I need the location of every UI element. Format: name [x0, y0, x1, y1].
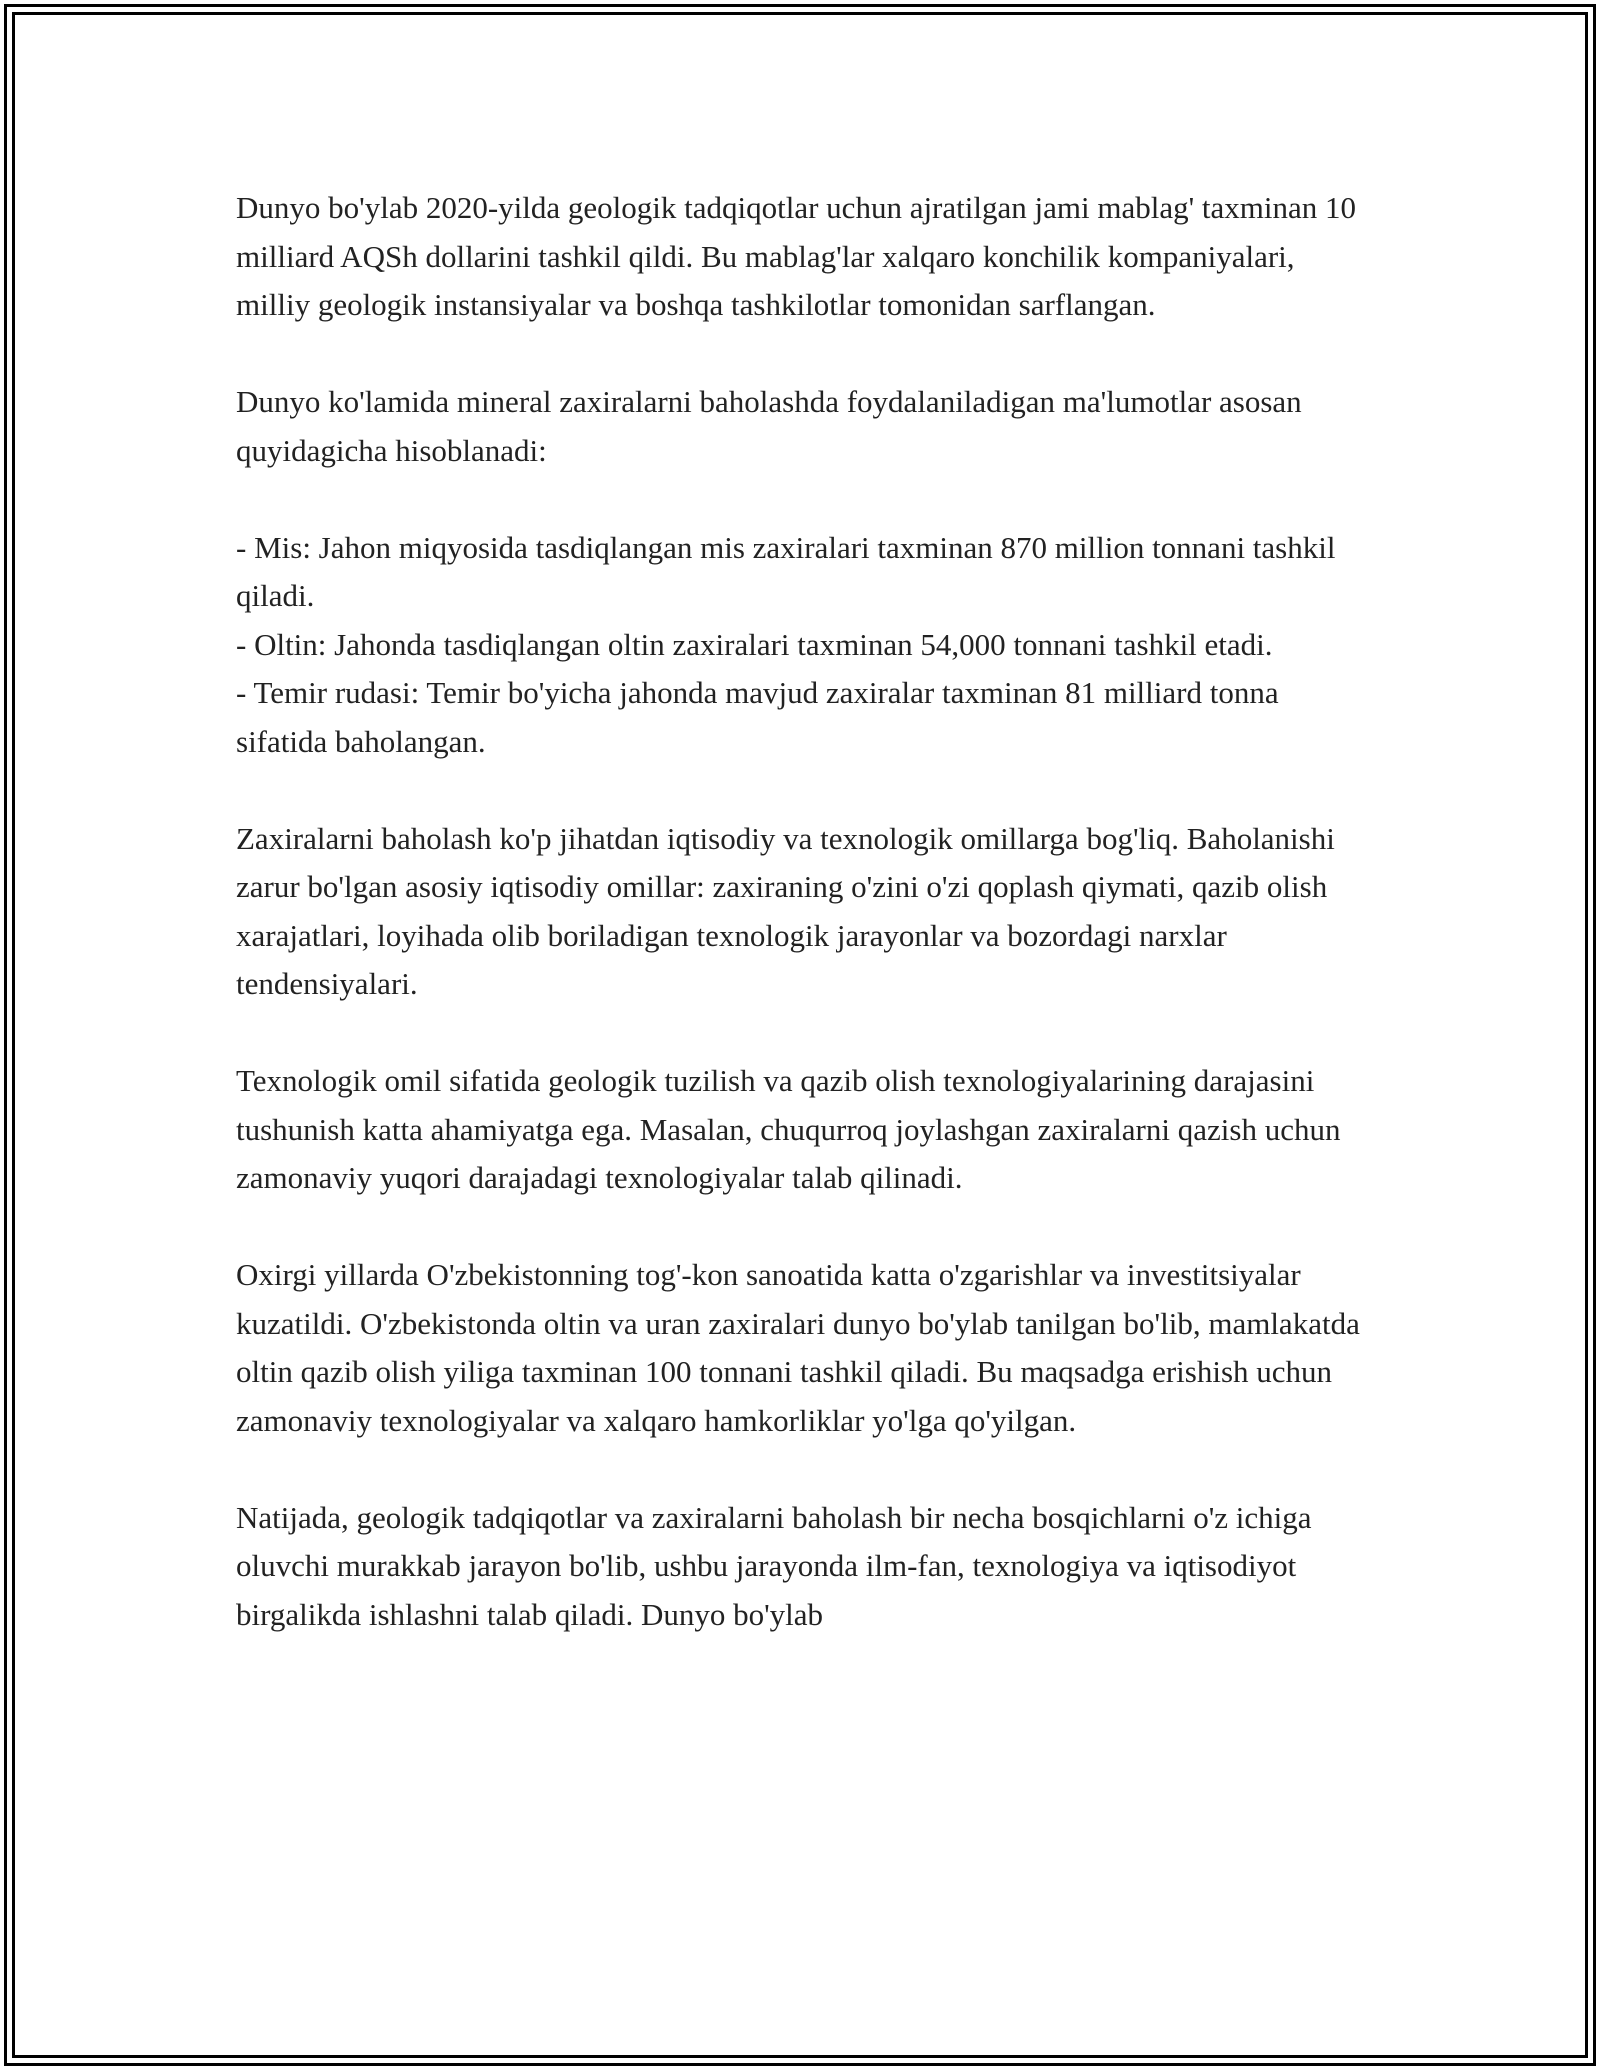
list-item-copper: - Mis: Jahon miqyosida tasdiqlangan mis zaxiralari taxminan 870 million tonnani tashkil qiladi. — [236, 529, 1336, 613]
paragraph-reserves-intro: Dunyo ko'lamida mineral zaxiralarni baholashda foydalaniladigan ma'lumotlar asosan quyidagicha hisoblanadi: — [236, 384, 1302, 468]
paragraph-conclusion: Natijada, geologik tadqiqotlar va zaxiralarni baholash bir necha bosqichlarni o'z ichiga oluvchi murakkab jarayon bo'lib, ushbu jarayonda ilm-fan, texnologiya va iqtisodiyot birgalikda ishlashni talab qiladi. Dunyo bo'ylab — [236, 1499, 1312, 1632]
paragraph-economic-factors: Zaxiralarni baholash ko'p jihatdan iqtisodiy va texnologik omillarga bog'liq. Baholanishi zarur bo'lgan asosiy iqtisodiy omillar: zaxiraning o'zini o'zi qoplash qiymati, qazib olish xarajatlari, loyihada olib boriladigan texnologik jarayonlar va bozordagi narxlar tendensiyalari. — [236, 820, 1335, 1001]
paragraph-technology-factors: Texnologik omil sifatida geologik tuzilish va qazib olish texnologiyalarining darajasini tushunish katta ahamiyatga ega. Masalan, chuqurroq joylashgan zaxiralarni qazish uchun zamonaviy yuqori darajadagi texnologiyalar talab qilinadi. — [236, 1063, 1341, 1195]
document-body — [236, 184, 1376, 1688]
list-item-iron-ore: - Temir rudasi: Temir bo'yicha jahonda mavjud zaxiralar taxminan 81 milliard tonna sifatida baholangan. — [236, 675, 1279, 759]
paragraph-funding: Dunyo bo'ylab 2020-yilda geologik tadqiqotlar uchun ajratilgan jami mablag' taxminan 10 milliard AQSh dollarini tashkil qildi. Bu mablag'lar xalqaro konchilik kompaniyalari, milliy geologik instansiyalar va boshqa tashkilotlar tomonidan sarflangan. — [236, 190, 1357, 322]
list-item-gold: - Oltin: Jahonda tasdiqlangan oltin zaxiralari taxminan 54,000 tonnani tashkil etadi. — [236, 626, 1273, 662]
reserves-list — [236, 524, 1376, 767]
paragraph-uzbekistan: Oxirgi yillarda O'zbekistonning tog'-kon sanoatida katta o'zgarishlar va investitsiyalar kuzatildi. O'zbekistonda oltin va uran zaxiralari dunyo bo'ylab tanilgan bo'lib, mamlakatda oltin qazib olish yiliga taxminan 100 tonnani tashkil qiladi. Bu maqsadga erishish uchun zamonaviy texnologiyalar va xalqaro hamkorliklar yo'lga qo'yilgan. — [236, 1257, 1360, 1438]
